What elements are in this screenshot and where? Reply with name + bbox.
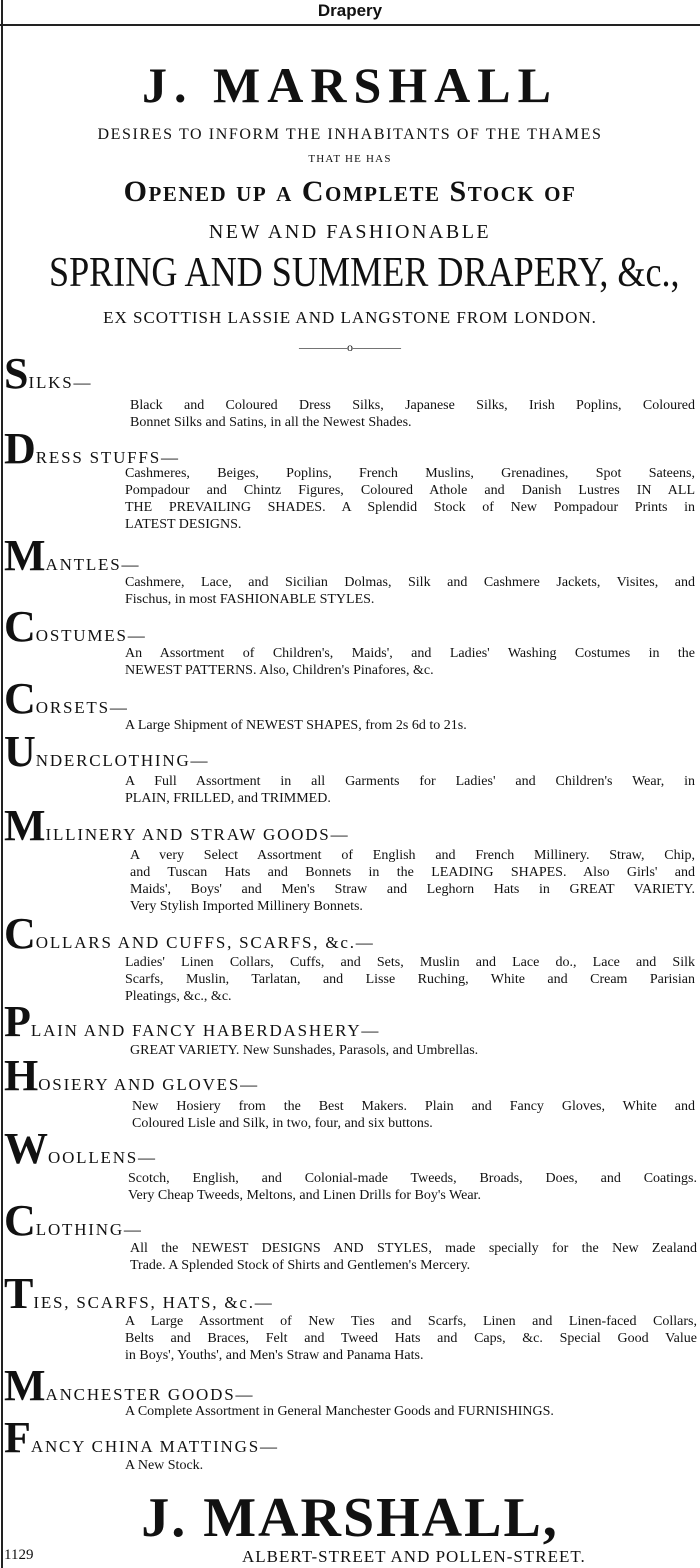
section-title: RESS STUFFS— [35, 448, 180, 467]
section-initial: W [4, 1124, 48, 1173]
header-rule [0, 24, 700, 26]
section-description [125, 773, 695, 807]
section-initial: M [4, 1361, 46, 1410]
description-line: PLAIN, FRILLED, and TRIMMED. [125, 791, 331, 806]
section-heading [4, 1413, 279, 1462]
section-initial: C [4, 674, 36, 723]
section-initial: M [4, 531, 46, 580]
section-title: OSIERY AND GLOVES— [38, 1075, 259, 1094]
ornamental-divider: ————o———— [299, 340, 401, 354]
description-line: All the NEWEST DESIGNS AND STYLES, made specially for the New Zealand [130, 1241, 697, 1256]
description-line: Very Stylish Imported Millinery Bonnets. [130, 899, 363, 914]
description-line: Trade. A Splended Stock of Shirts and Gentlemen's Mercery. [130, 1258, 471, 1273]
main-banner: SPRING AND SUMMER DRAPERY, &c., [49, 250, 680, 296]
section-initial: H [4, 1051, 39, 1100]
section-header [0, 0, 700, 24]
section-description [130, 847, 695, 915]
section-heading [4, 1269, 274, 1318]
section-description [125, 645, 695, 679]
section-title: ORSETS— [35, 698, 129, 717]
description-line: Bonnet Silks and Satins, in all the Newest Shades. [130, 415, 412, 430]
section-initial: S [4, 349, 29, 398]
intro-subline: THAT HE HAS [308, 153, 392, 165]
section-title: IES, SCARFS, HATS, &c.— [33, 1293, 274, 1312]
section-heading [4, 1051, 259, 1100]
section-heading [4, 1361, 255, 1410]
description-line: Cashmere, Lace, and Sicilian Dolmas, Silk and Cashmere Jackets, Visites, and [125, 575, 695, 590]
section-description [130, 397, 695, 431]
description-line: A New Stock. [125, 1458, 204, 1473]
section-title: OSTUMES— [35, 626, 147, 645]
section-title: LAIN AND FANCY HABERDASHERY— [30, 1021, 381, 1040]
section-initial: M [4, 801, 46, 850]
section-title: ANCY CHINA MATTINGS— [30, 1437, 279, 1456]
section-title: LOTHING— [35, 1220, 143, 1239]
description-line: Pompadour and Chintz Figures, Coloured Athole and Danish Lustres IN ALL [125, 483, 695, 498]
description-line: A very Select Assortment of English and French Millinery. Straw, Chip, [130, 848, 695, 863]
shipment-line: EX SCOTTISH LASSIE AND LANGSTONE FROM LONDON. [103, 308, 597, 327]
section-heading [4, 674, 129, 723]
section-initial: P [4, 997, 31, 1046]
section-description [128, 1170, 697, 1204]
advert-number: 1129 [4, 1547, 34, 1563]
section-heading [4, 531, 141, 580]
advertiser-name-footer: J. MARSHALL, [141, 1487, 559, 1549]
description-line: Scarfs, Muslin, Tarlatan, and Lisse Ruching, White and Cream Parisian [125, 972, 695, 987]
section-heading [4, 349, 93, 398]
description-line: Fischus, in most FASHIONABLE STYLES. [125, 592, 375, 607]
section-initial: C [4, 909, 36, 958]
section-description [125, 1313, 697, 1364]
section-description [125, 574, 695, 608]
description-line: Maids', Boys' and Men's Straw and Leghorn Hats in GREAT VARIETY. [130, 882, 695, 897]
section-description [125, 1457, 250, 1474]
description-line: A Complete Assortment in General Manchester Goods and FURNISHINGS. [125, 1404, 554, 1419]
address-line: ALBERT-STREET AND POLLEN-STREET. [242, 1547, 586, 1566]
section-title: OOLLENS— [48, 1148, 157, 1167]
section-initial: U [4, 727, 36, 776]
section-heading [4, 1196, 143, 1245]
headline: Opened up a Complete Stock of [123, 175, 577, 208]
section-initial: F [4, 1413, 31, 1462]
description-line: THE PREVAILING SHADES. A Splendid Stock of New Pompadour Prints in [125, 500, 695, 515]
description-line: NEWEST PATTERNS. Also, Children's Pinafores, &c. [125, 663, 434, 678]
section-description [125, 465, 695, 533]
section-description [125, 954, 695, 1005]
subheadline: NEW AND FASHIONABLE [208, 221, 492, 243]
section-description [130, 1240, 697, 1274]
description-line: Cashmeres, Beiges, Poplins, French Muslins, Grenadines, Spot Sateens, [125, 466, 695, 481]
section-initial: C [4, 602, 36, 651]
description-line: Ladies' Linen Collars, Cuffs, and Sets, Muslin and Lace do., Lace and Silk [125, 955, 695, 970]
description-line: Pleatings, &c., &c. [125, 989, 232, 1004]
section-title: ILKS— [28, 373, 93, 392]
description-line: New Hosiery from the Best Makers. Plain and Fancy Gloves, White and [132, 1099, 695, 1114]
description-line: LATEST DESIGNS. [125, 517, 242, 532]
description-line: Very Cheap Tweeds, Meltons, and Linen Drills for Boy's Wear. [128, 1188, 481, 1203]
section-heading [4, 801, 350, 850]
section-heading [4, 602, 147, 651]
description-line: Scotch, English, and Colonial-made Tweeds, Broads, Does, and Coatings. [128, 1171, 697, 1186]
advertiser-name: J. MARSHALL [142, 57, 558, 113]
section-title: NDERCLOTHING— [35, 751, 210, 770]
description-line: A Full Assortment in all Garments for Ladies' and Children's Wear, in [125, 774, 695, 789]
intro-line: DESIRES TO INFORM THE INHABITANTS OF THE THAMES [97, 126, 603, 143]
description-line: A Large Assortment of New Ties and Scarfs, Linen and Linen-faced Collars, [125, 1314, 697, 1329]
section-title: OLLARS AND CUFFS, SCARFS, &c.— [35, 933, 375, 952]
description-line: GREAT VARIETY. New Sunshades, Parasols, and Umbrellas. [130, 1043, 479, 1058]
description-line: Black and Coloured Dress Silks, Japanese Silks, Irish Poplins, Coloured [130, 398, 695, 413]
section-description [132, 1098, 695, 1132]
section-initial: D [4, 424, 36, 473]
description-line: in Boys', Youths', and Men's Straw and Panama Hats. [125, 1348, 424, 1363]
description-line: A Large Shipment of NEWEST SHAPES, from 2s 6d to 21s. [125, 718, 467, 733]
section-title: ANTLES— [45, 555, 141, 574]
section-header-label: Drapery [317, 1, 383, 20]
section-heading [4, 1124, 157, 1173]
section-initial: T [4, 1269, 34, 1318]
section-title: ILLINERY AND STRAW GOODS— [45, 825, 350, 844]
description-line: Coloured Lisle and Silk, in two, four, and six buttons. [132, 1116, 433, 1131]
section-heading [4, 909, 375, 958]
section-title: ANCHESTER GOODS— [45, 1385, 255, 1404]
description-line: An Assortment of Children's, Maids', and Ladies' Washing Costumes in the [125, 646, 695, 661]
description-line: and Tuscan Hats and Bonnets in the LEADING SHAPES. Also Girls' and [130, 865, 695, 880]
description-line: Belts and Braces, Felt and Tweed Hats and Caps, &c. Special Good Value [125, 1331, 697, 1346]
section-heading [4, 727, 210, 776]
section-initial: C [4, 1196, 36, 1245]
section-heading [4, 997, 381, 1046]
